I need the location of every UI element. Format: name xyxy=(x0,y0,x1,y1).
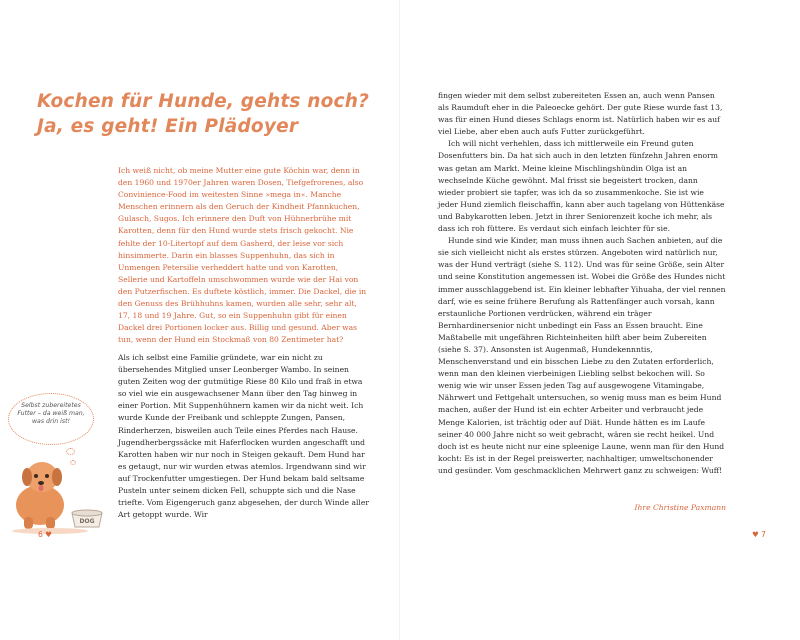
thought-bubble-dot-1 xyxy=(66,448,75,455)
author-signature: Ihre Christine Paxmann xyxy=(634,503,726,512)
page-number-right: ♥ 7 xyxy=(752,530,766,539)
body-right-paragraph-3: Hunde sind wie Kinder, man muss ihnen auch Sachen anbieten, auf die sie sich vielleicht nicht als erstes stürzen. Angeboten wird natürlich nur, was der Hund verträgt (siehe S. 112). Und was für seine Größe, sein Alter und seine Konstitution angemessen ist. Wobei die Größe des Hundes nicht immer ausschlaggebend ist. Ein kleiner lebhafter Yihuaha, der viel rennen darf, wie es seine frühere Berufung als Rattenfänger auch vorsah, kann erstaunliche Portionen verdrücken, während ein träger Bernhardinersenior nicht unbedingt ein Fass an Essen braucht. Eine Maßtabelle mit ungefähren Richteinheiten hilft aber beim Zubereiten (siehe S. 37). Ansonsten ist Augenmaß, Hundekennntis, Menschenverstand und ein bisschen Liebe zu den Zutaten erforderlich, wenn man den kleinen vierbeinigen Liebling selbst bekochen will. So wenig wie wir unser Essen jeden Tag auf ausgewogene Vitamingabe, Nährwert und Fettgehalt untersuchen, so wenig muss man es beim Hund machen, außer der Hund ist ein echter Arbeiter und verbraucht jede Menge Kalorien, ist trächtig oder auf Diät. Hunde hätten es im Laufe seiner 40 000 Jahre nicht so weit gebracht, wären sie recht heikel. Und doch ist es heute nicht nur eine spleenige Laune, wenn man für den Hund kocht: Es ist in der Regel preiswerter, nachhaltiger, umweltschonender und gesünder. Vom geschmacklichen Mehrwert ganz zu schweigen: Wuff! xyxy=(438,236,726,475)
body-left-paragraph: Als ich selbst eine Familie gründete, war ein nicht zu übersehendes Mitglied unser Leonberger Wambo. In seinen guten Zeiten wog der gutmütige Riese 80 Kilo und fraß in etwa so viel wie ein ausgewachsener Mann über den Tag hinweg in einer Portion. Mit Suppenhühnern kamen wir da nicht weit. Ich wurde Kunde der Freibank und schleppte Zungen, Pansen, Rinderherzen, bisweilen auch Teile eines Pferdes nach Hause. Jugendherbergssäcke mit Haferflocken wurden angeschafft und Karotten haben wir nur noch in Steigen gekauft. Dem Hund har es getaugt, nur wir wurden etwas atemlos. Irgendwann sind wir auf Trockenfutter umgestiegen. Der Hund bekam bald seltsame Pusteln unter seinem dicken Fell, schuppte sich und die Nase triefte. Vom Eigengeruch ganz abgesehen, der durch Winde aller Art getoppt wurde. Wir xyxy=(118,353,369,520)
chapter-title xyxy=(37,89,367,139)
chapter-title-line-2: Ja, es geht! Ein Plädoyer xyxy=(37,116,299,137)
dog-illustration xyxy=(10,455,110,535)
body-text-left xyxy=(118,352,370,521)
page-number-left: 6 ♥ xyxy=(38,530,52,539)
body-right-paragraph-2: Ich will nicht verhehlen, dass ich mittlerweile ein Freund guten Dosenfutters bin. Da hat sich auch in den letzten fünfzehn Jahren enorm was getan am Markt. Meine kleine Mischlingshündin Olga ist an wechselnde Küche gewöhnt. Mal frisst sie begeistert trocken, dann wieder probiert sie tapfer, was ich da so zusammenkoche. Sie ist wie jeder Hund ziemlich fleischaffin, kann aber auch tagelang von Hüttenkäse und Babykarotten leben. Jetzt in ihrer Seniorenzeit koche ich mehr, als dass ich roh füttere. Es verdaut sich einfach leichter für sie. xyxy=(438,139,725,234)
intro-paragraph xyxy=(118,165,370,346)
body-text-right xyxy=(438,90,726,477)
body-right-paragraph-1: fingen wieder mit dem selbst zubereiteten Essen an, auch wenn Pansen als Raumduft eher in die Paleoecke gehört. Der gute Riese wurde fast 13, was für einen Hund dieses Schlags enorm ist. Natürlich haben wir es auf viel Liebe, aber eben auch aufs Futter zurückgeführt. xyxy=(438,91,723,137)
dog-bowl-label: DOG xyxy=(79,518,95,525)
chapter-title-line-1: Kochen für Hunde, gehts noch? xyxy=(37,91,369,112)
intro-text: Ich weiß nicht, ob meine Mutter eine gute Köchin war, denn in den 1960 und 1970er Jahren waren Dosen, Tiefgefrorenes, also Convinience-Food im weitesten Sinne »mega in«. Manche Menschen erinnern als den Geruch der Kindheit Pfannkuchen, Gulasch, Sugos. Ich erinnere den Duft von Hühnerbrühe mit Karotten, denn für den Hund wurde stets frisch gekocht. Nie fehlte der 10-Litertopf auf dem Gasherd, der leise vor sich hinsimmerte. Darin ein blasses Suppenhuhn, das sich in Unmengen Petersilie verheddert hatte und von Karotten, Sellerie und Kartoffeln umschwommen wurde wie der Hai von den Putzerfischen. Es duftete köstlich, immer. Die Dackel, die in den Genuss des Brühhuhns kamen, wurden alle sehr, sehr alt, 17, 18 und 19 Jahre. Gut, so ein Suppenhuhn gibt für einen Dackel drei Portionen locker aus. Billig und gesund. Aber was tun, wenn der Hund ein Stockmaß von 80 Zentimeter hat? xyxy=(118,166,367,345)
thought-bubble-text: Selbst zubereitetes Futter – da weiß man, was drin ist! xyxy=(17,402,85,426)
